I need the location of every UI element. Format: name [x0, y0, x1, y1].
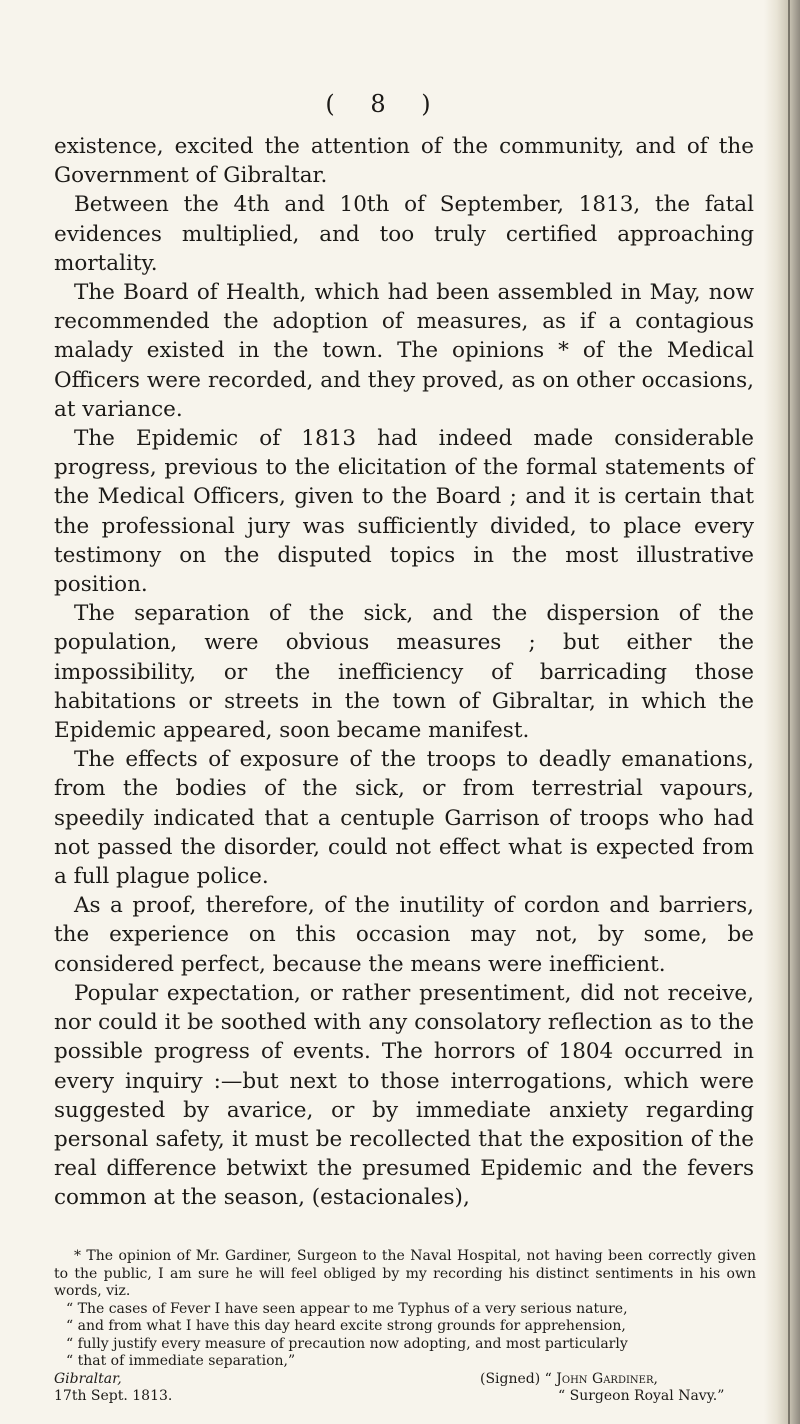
page-edge-line — [788, 0, 790, 1424]
main-text — [54, 132, 754, 1213]
page-number: ( 8 ) — [325, 90, 445, 118]
footnote-quote-line: “ The cases of Fever I have seen appear to me Typhus of a very serious nature, — [66, 1300, 628, 1317]
paragraph-1: existence, excited the attention of the community, and of the Government of Gibraltar. — [54, 134, 754, 189]
paragraph-3: The Board of Health, which had been assembled in May, now recommended the adoption of measures, as if a contagious malady existed in the town. The opinions * of the Medical Officers were recorded, and they proved, as on other occasions, at variance. — [54, 280, 754, 422]
date: 17th Sept. 1813. — [54, 1388, 173, 1404]
paragraph-2: Between the 4th and 10th of September, 1813, the fatal evidences multiplied, and too truly certified approaching mortality. — [54, 192, 754, 276]
footnote-quote-line: “ that of immediate separation,” — [66, 1353, 296, 1369]
place: Gibraltar, — [54, 1370, 122, 1387]
signer-name: “ John Gardiner, — [544, 1370, 658, 1387]
signed-label: (Signed) — [480, 1370, 541, 1387]
footnote — [54, 1248, 756, 1405]
page-edge-shadow — [764, 0, 800, 1424]
signature — [480, 1371, 724, 1406]
place-and-date — [54, 1371, 172, 1406]
signer-title: “ Surgeon Royal Navy.” — [558, 1388, 725, 1404]
paragraph-7: As a proof, therefore, of the inutility of cordon and barriers, the experience on this occasion may not, by some, be considered perfect, because the means were inefficient. — [54, 893, 754, 977]
footnote-intro: * The opinion of Mr. Gardiner, Surgeon to the Naval Hospital, not having been correctly given to the public, I am sure he will feel obliged by my recording his distinct sentiments in his own words, viz. — [54, 1248, 756, 1299]
paragraph-5: The separation of the sick, and the dispersion of the population, were obvious measures ; but either the impossibility, or the inefficiency of barricading those habitations or streets in the town of Gibraltar, in which the Epidemic appeared, soon became manifest. — [54, 601, 754, 744]
footnote-quote-line: “ and from what I have this day heard excite strong grounds for apprehension, — [66, 1318, 626, 1334]
paragraph-4: The Epidemic of 1813 had indeed made considerable progress, previous to the elicitation of the formal statements of the Medical Officers, given to the Board ; and it is certain that the professional jury was sufficiently divided, to place every testimony on the disputed topics in the most illustrative position. — [54, 426, 754, 598]
paragraph-8: Popular expectation, or rather presentiment, did not receive, nor could it be soothed with any consolatory reflection as to the possible progress of events. The horrors of 1804 occurred in every inquiry :—but next to those interrogations, which were suggested by avarice, or by immediate anxiety regarding personal safety, it must be recollected that the exposition of the real difference betwixt the presumed Epidemic and the fevers common at the season, (estacionales), — [54, 980, 754, 1211]
footnote-quote-line: “ fully justify every measure of precaution now adopting, and most particularly — [66, 1335, 628, 1352]
signature-block — [54, 1371, 756, 1405]
paragraph-6: The effects of exposure of the troops to deadly emanations, from the bodies of the sick, or from terrestrial vapours, speedily indicated that a centuple Garrison of troops who had not passed the disorder, could not effect what is expected from a full plague police. — [54, 747, 754, 890]
